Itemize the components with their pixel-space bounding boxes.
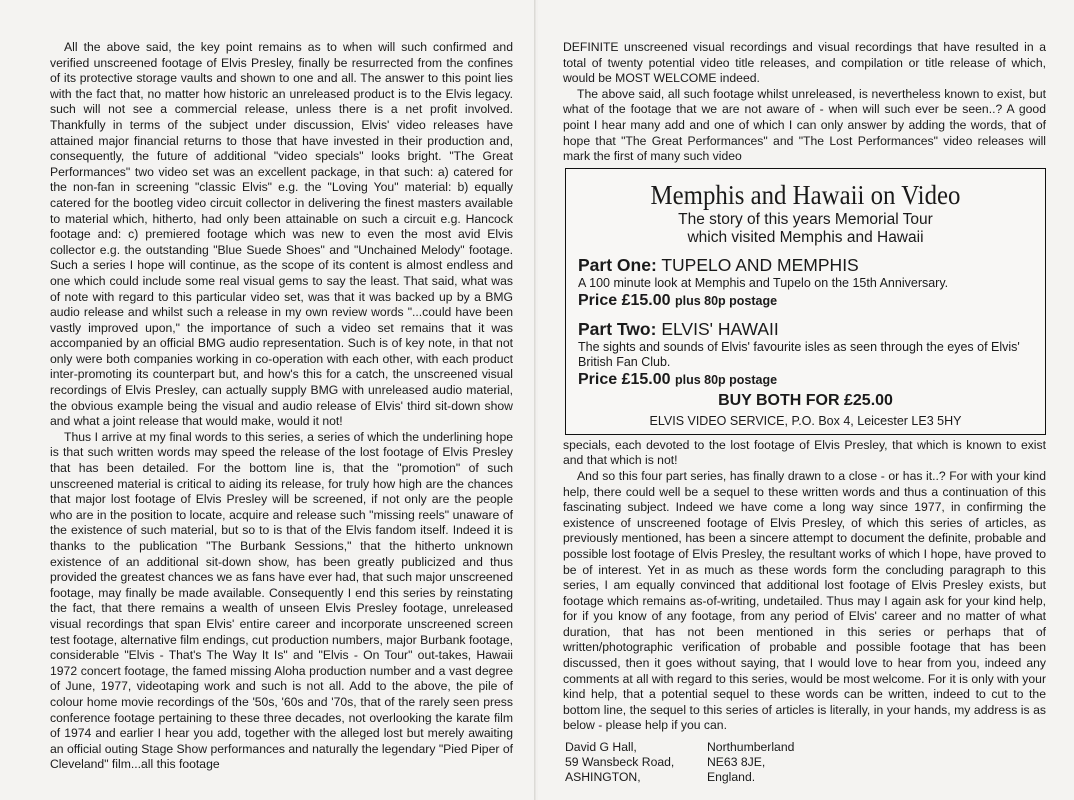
article-paragraph: The above said, all such footage whilst unreleased, is nevertheless known to exist, but what of the footage that we are not aware of - when will such ever be seen..? A good point I hear many add and one of which I can only answer by adding the words, that of hope that "The Great Performances" and "The Lost Performances" video releases will mark the first of many such video (563, 86, 1046, 164)
address-column (565, 740, 707, 785)
ad-title: Memphis and Hawaii on Video (650, 179, 961, 210)
ad-part-description: A 100 minute look at Memphis and Tupelo on the 15th Anniversary. (578, 275, 949, 290)
article-paragraph: DEFINITE unscreened visual recordings and visual recordings that have resulted in a total of twenty potential video title releases, and compilation or title release of which, would be MOST WELCOME indeed. (563, 40, 1046, 86)
ad-part-description: The sights and sounds of Elvis' favourite isles as seen through the eyes of Elvis' British Fan Club. (578, 339, 1020, 369)
address-column (707, 740, 849, 785)
ad-part-one-heading (578, 254, 1033, 276)
ad-price (578, 370, 1033, 390)
part-name: ELVIS' HAWAII (661, 318, 779, 339)
ad-price (578, 291, 1033, 311)
address-line: ASHINGTON, (565, 770, 641, 785)
ad-subtitle: The story of this years Memorial Tour (678, 210, 933, 228)
ad-part-two-heading (578, 318, 1033, 340)
price-value: Price £15.00 (578, 291, 671, 309)
article-paragraph: specials, each devoted to the lost footage of Elvis Presley, that which is known to exist and that which is not! (563, 437, 1046, 468)
article-paragraph: And so this four part series, has finally drawn to a close - or has it..? For with your kind help, there could well be a sequel to these written words and thus a continuation of this fascinating subject. Indeed we have come a long way since 1977, in confirming the existence of unscreened footage of Elvis Presley, of which this series of articles, as previously mentioned, has been a sincere attempt to document the definite, probable and possible lost footage of Elvis Presley, the resultant works of which I hope, have proved to be of interest. Yet in as much as these words form the concluding paragraph to this series, I am equally convinced that additional lost footage of Elvis Presley exists, but footage which remains as-of-writing, undetailed. Thus may I again ask for your kind help, for if you know of any footage, from any period of Elvis' career and no matter of what duration, that has not been mentioned in this series or perhaps that of written/photographic verification of probable and possible footage that has been discussed, then it goes without saying, that I would love to hear from you, indeed any comments at all with regard to this series, would be most welcome. For it is only with your kind help, that a potential sequel to these words can be written, indeed to cut to the bottom line, the sequel to this series of articles is literally, in your hands, my address is as below - please help if you can. (563, 468, 1046, 733)
part-label: Part One: (578, 254, 657, 275)
address-line: Northumberland (707, 740, 795, 755)
postage-note: plus 80p postage (674, 293, 778, 308)
ad-bundle-offer: BUY BOTH FOR £25.00 (718, 391, 893, 409)
article-paragraph: All the above said, the key point remains as to when will such confirmed and verified unscreened footage of Elvis Presley, finally be resurrected from the confines of its protective storage vaults and shown to one and all. The answer to this point lies with the fact that, no matter how historic an unreleased product is to the Elvis legacy. such will not see a commercial release, unless there is a net profit involved. Thankfully in terms of the subject under discussion, Elvis' video releases have attained major financial returns to those that have invested in their production and, consequently, the future of additional "video specials" looks bright. "The Great Performances" two video set was an excellent package, in that such: a) catered for the non-fan in screening "classic Elvis" e.g. the "Loving You" material: b) equally catered for the bootleg video circuit collector in delivering the finest masters available to material which, hitherto, had only been attainable on such a circuit e.g. Hancock footage and: c) premiered footage which was new to even the most avid Elvis collector e.g. the outstanding "Blue Suede Shoes" and "Unchained Melody" footage. Such a series I hope will continue, as the scope of its content is almost endless and one which could include some real visual gems to say the least. That said, what was of note with regard to this particular video set, was that it was backed up by a BMG audio release and whilst such a release in my own review words "...could have been vastly improved upon," the importance of such a video set remains that it was accompanied by an official BMG audio representation. Such is of key note, in that not only were both companies working in co-operation with each other, with each product inter-promoting its counterpart but, and how's this for a catch, the unscreened visual recordings of Elvis Presley, can actually supply BMG with unreleased audio material, the obvious example being the visual and audio release of Elvis' third sit-down show and what a joint release that would make, would it not! (50, 40, 513, 429)
article-paragraph: Thus I arrive at my final words to this series, a series of which the underlining hope is that such written words may speed the release of the lost footage of Elvis Presley that has been detailed. For the bottom line is, that the "promotion" of such unscreened material is critical to aiding its release, for truly how high are the chances that major lost footage of Elvis Presley will be screened, if not only are the people who are in the position to locate, acquire and release such "missing reels" unaware of the existence of such material, but so to is that of the Elvis fandom itself. Indeed it is thanks to the publication "The Burbank Sessions," that the hitherto unknown existence of an additional sit-down show, has been greatly publicized and thus provided the greatest chances we as fans have ever had, that such major unscreened footage, may finally be made available. Consequently I end this series by reinstating the fact, that there remains a wealth of unseen Elvis Presley footage, unreleased visual recordings that span Elvis' entire career and incorporate unscreened screen test footage, alternative film endings, cut production numbers, major Burbank footage, considerable "Elvis - That's The Way It Is" and "Elvis - On Tour" out-takes, Hawaii 1972 concert footage, the famed missing Aloha production number and a vast degree of June, 1977, videotaping work and such is not all. Add to the above, the pile of colour home movie recordings of the '50s, '60s and '70s, that of the rarely seen press conference footage pertaining to these three decades, not overlooking the karate film of 1974 and earlier I hear you add, together with the alleged lost but merely awaiting an official outing Stage Show performances and naturally the legendary "Pied Piper of Cleveland" film...all this footage (50, 429, 513, 772)
video-advertisement (565, 168, 1046, 435)
part-label: Part Two: (578, 318, 657, 339)
right-page (538, 0, 1074, 800)
address-line: England. (707, 770, 756, 785)
part-name: TUPELO AND MEMPHIS (661, 254, 859, 275)
address-line: NE63 8JE, (707, 755, 766, 770)
ad-address: ELVIS VIDEO SERVICE, P.O. Box 4, Leicester LE3 5HY (649, 413, 962, 428)
address-line: 59 Wansbeck Road, (565, 755, 675, 770)
price-value: Price £15.00 (578, 370, 671, 388)
postage-note: plus 80p postage (674, 372, 778, 387)
author-address (563, 740, 1046, 785)
address-line: David G Hall, (565, 740, 637, 755)
ad-subtitle: which visited Memphis and Hawaii (687, 228, 924, 246)
